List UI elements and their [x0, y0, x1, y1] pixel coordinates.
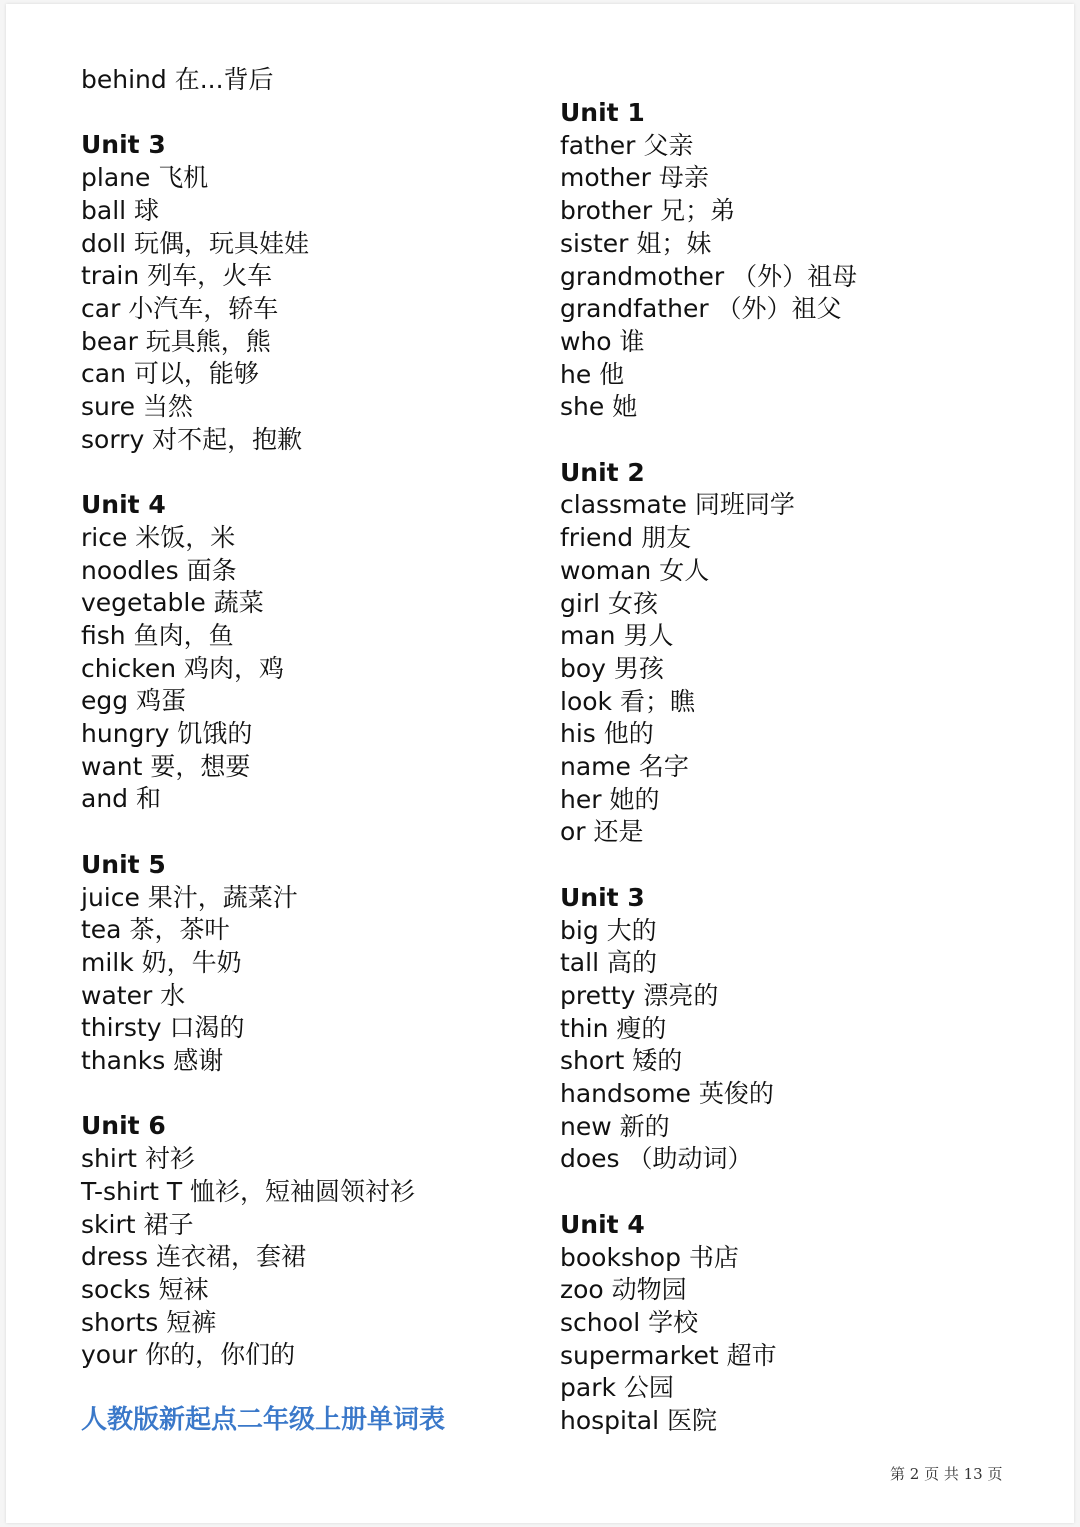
vocab-entry: zoo 动物园: [560, 1275, 687, 1305]
vocab-entry: who 谁: [560, 326, 645, 356]
vocab-entry: milk 奶，牛奶: [81, 947, 242, 977]
vocab-entry: friend 朋友: [560, 523, 692, 553]
vocab-entry: father 父亲: [560, 130, 694, 160]
document-title: 人教版新起点二年级上册单词表: [81, 1405, 446, 1435]
vocab-entry: does （助动词）: [560, 1144, 753, 1174]
vocab-entry: look 看；瞧: [560, 686, 695, 716]
vocab-entry: he 他: [560, 359, 625, 389]
vocab-entry: and 和: [81, 784, 161, 814]
vocab-entry: supermarket 超市: [560, 1340, 777, 1370]
vocab-entry: water 水: [81, 980, 186, 1010]
vocab-entry: bear 玩具熊，熊: [81, 326, 271, 356]
vocab-entry: tea 茶，茶叶: [81, 915, 230, 945]
vocab-entry: man 男人: [560, 621, 674, 651]
vocab-entry: ball 球: [81, 195, 160, 225]
vocab-entry: egg 鸡蛋: [81, 686, 187, 716]
vocab-entry: behind 在...背后: [81, 65, 274, 94]
vocab-entry: your 你的，你们的: [81, 1340, 296, 1370]
vocab-entry: short 矮的: [560, 1046, 683, 1076]
vocab-entry: noodles 面条: [81, 555, 237, 585]
vocab-entry: hungry 饥饿的: [81, 719, 253, 748]
unit-heading: Unit 3: [560, 882, 645, 912]
vocab-entry: girl 女孩: [560, 588, 658, 618]
vocab-entry: grandmother （外）祖母: [560, 261, 858, 291]
unit-heading: Unit 3: [81, 130, 166, 160]
vocab-entry: sister 姐；妹: [560, 228, 712, 258]
vocab-entry: fish 鱼肉，鱼: [81, 620, 234, 650]
vocab-entry: chicken 鸡肉，鸡: [81, 653, 285, 683]
unit-heading: Unit 5: [81, 849, 166, 879]
vocab-entry: rice 米饭，米: [81, 522, 236, 552]
vocab-entry: handsome 英俊的: [560, 1079, 774, 1108]
vocab-entry: car 小汽车，轿车: [81, 293, 279, 323]
unit-heading: Unit 1: [560, 98, 645, 127]
vocab-entry: his 他的: [560, 719, 654, 749]
vocab-entry: juice 果汁，蔬菜汁: [81, 882, 298, 912]
vocab-entry: sorry 对不起，抱歉: [81, 424, 303, 454]
vocab-entry: want 要，想要: [81, 751, 251, 781]
vocab-entry: school 学校: [560, 1307, 699, 1337]
vocab-entry: thirsty 口渴的: [81, 1013, 245, 1043]
vocab-entry: big 大的: [560, 915, 657, 945]
vocab-entry: or 还是: [560, 817, 644, 847]
unit-heading: Unit 6: [81, 1111, 166, 1141]
vocab-entry: vegetable 蔬菜: [81, 588, 264, 618]
document-page: [6, 4, 1074, 1523]
vocab-entry: new 新的: [560, 1111, 670, 1141]
vocab-entry: dress 连衣裙，套裙: [81, 1242, 306, 1272]
vocab-entry: grandfather （外）祖父: [560, 294, 842, 324]
vocab-entry: woman 女人: [560, 555, 710, 585]
vocab-entry: thin 瘦的: [560, 1013, 667, 1043]
vocab-entry: mother 母亲: [560, 163, 709, 193]
vocab-entry: hospital 医院: [560, 1406, 717, 1435]
vocab-entry: thanks 感谢: [81, 1046, 224, 1075]
vocab-entry: bookshop 书店: [560, 1242, 739, 1272]
vocab-entry: pretty 漂亮的: [560, 980, 719, 1010]
vocab-entry: her 她的: [560, 784, 660, 814]
vocab-entry: tall 高的: [560, 948, 657, 978]
vocab-entry: doll 玩偶，玩具娃娃: [81, 228, 310, 258]
vocab-entry: shorts 短裤: [81, 1307, 217, 1337]
vocab-entry: classmate 同班同学: [560, 490, 795, 520]
vocab-entry: brother 兄；弟: [560, 196, 736, 226]
vocab-entry: park 公园: [560, 1373, 674, 1403]
vocab-entry: skirt 裙子: [81, 1209, 194, 1239]
vocab-entry: can 可以，能够: [81, 359, 259, 389]
unit-heading: Unit 4: [560, 1209, 645, 1239]
vocab-entry: train 列车，火车: [81, 261, 273, 291]
unit-heading: Unit 4: [81, 490, 166, 520]
vocab-entry: name 名字: [560, 752, 689, 781]
page-number-footer: 第 2 页 共 13 页: [890, 1465, 1003, 1483]
vocab-entry: shirt 衬衫: [81, 1144, 195, 1174]
unit-heading: Unit 2: [560, 457, 645, 487]
vocab-entry: socks 短袜: [81, 1274, 209, 1304]
vocab-entry: boy 男孩: [560, 653, 664, 683]
vocab-entry: she 她: [560, 392, 638, 422]
vocab-entry: T-shirt T 恤衫，短袖圆领衬衫: [81, 1176, 416, 1206]
vocab-entry: plane 飞机: [81, 163, 209, 193]
vocab-entry: sure 当然: [81, 392, 193, 421]
